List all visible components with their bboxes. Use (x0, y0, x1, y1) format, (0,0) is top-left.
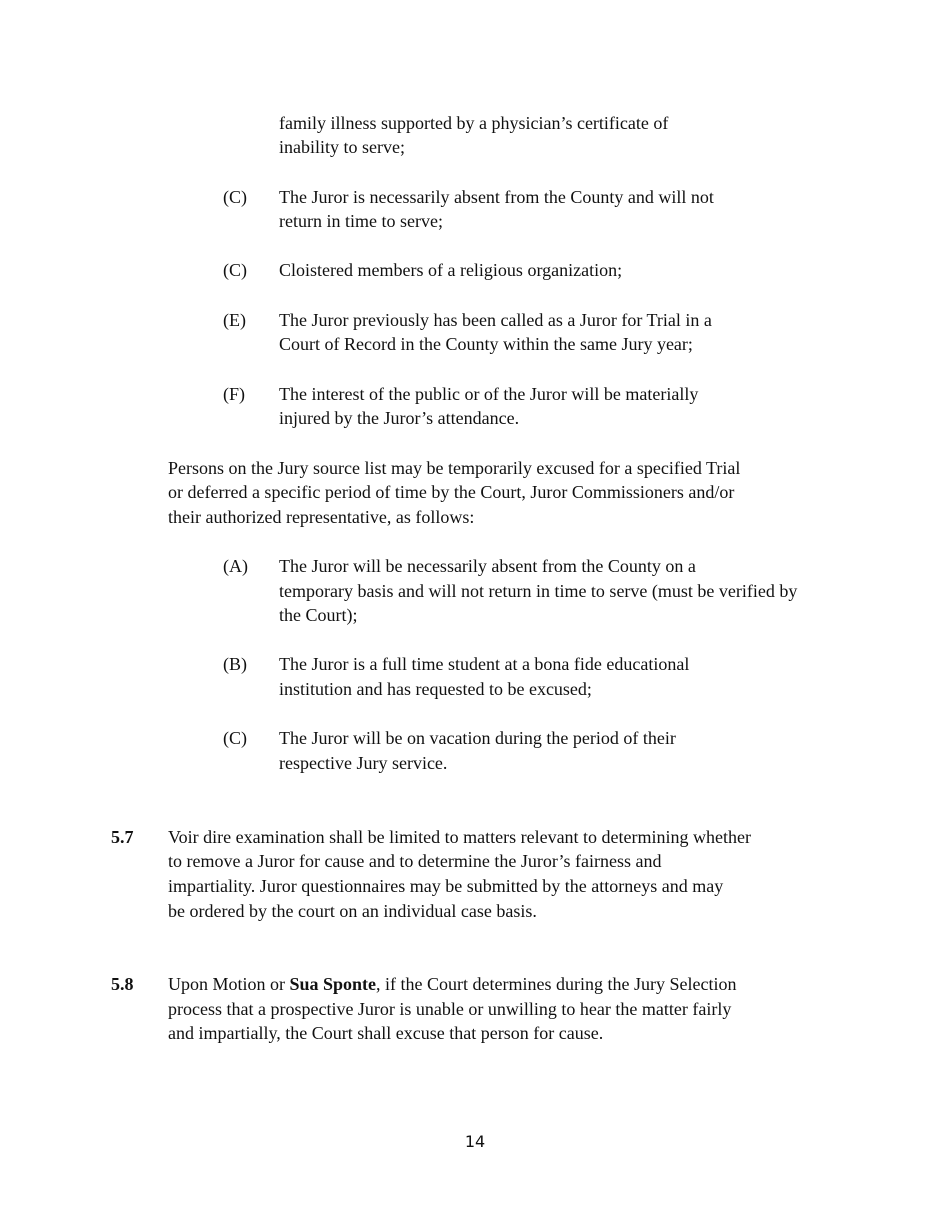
section-number: 5.8 (111, 974, 134, 994)
page-number: 14 (464, 1132, 486, 1151)
list-item-marker: (C) (223, 728, 247, 748)
sua-sponte-term: Sua Sponte (289, 974, 377, 994)
list-item-line: The Juror is a full time student at a bona fide educational (279, 654, 690, 674)
continued-item-line: family illness supported by a physician’s certificate of (279, 113, 669, 133)
list-item-line: return in time to serve; (279, 211, 443, 231)
list-item-marker: (C) (223, 187, 247, 207)
section-line-text: , if the Court determines during the Jury Selection (376, 974, 737, 994)
list-item-line: temporary basis and will not return in time to serve (must be verified by (279, 581, 798, 601)
list-item-line: The Juror will be on vacation during the period of their (279, 728, 676, 748)
list-item-line: Court of Record in the County within the same Jury year; (279, 334, 693, 354)
section-line: and impartially, the Court shall excuse that person for cause. (168, 1023, 604, 1043)
list-item-line: Cloistered members of a religious organization; (279, 260, 623, 280)
list-item-marker: (A) (223, 556, 248, 576)
paragraph-line: Persons on the Jury source list may be temporarily excused for a specified Trial (168, 458, 741, 478)
list-item-line: The Juror previously has been called as a Juror for Trial in a (279, 310, 712, 330)
section-line: process that a prospective Juror is unable or unwilling to hear the matter fairly (168, 999, 732, 1019)
section-number: 5.7 (111, 827, 134, 847)
list-item-line: injured by the Juror’s attendance. (279, 408, 520, 428)
list-item-line: the Court); (279, 605, 358, 625)
list-item-marker: (E) (223, 310, 246, 330)
section-line: Voir dire examination shall be limited to matters relevant to determining whether (168, 827, 752, 847)
section-line: to remove a Juror for cause and to determine the Juror’s fairness and (168, 851, 662, 871)
section-line: impartiality. Juror questionnaires may be submitted by the attorneys and may (168, 876, 724, 896)
paragraph-line: their authorized representative, as follows: (168, 507, 475, 527)
list-item-line: The Juror will be necessarily absent from the County on a (279, 556, 696, 576)
section-line (168, 972, 736, 996)
section-line: be ordered by the court on an individual case basis. (168, 901, 537, 921)
paragraph-line: or deferred a specific period of time by the Court, Juror Commissioners and/or (168, 482, 735, 502)
section-line-text: Upon Motion or (168, 974, 290, 994)
list-item-line: The interest of the public or of the Juror will be materially (279, 384, 699, 404)
list-item-line: respective Jury service. (279, 753, 448, 773)
continued-item-line: inability to serve; (279, 137, 405, 157)
list-item-marker: (F) (223, 384, 245, 404)
list-item-marker: (C) (223, 260, 247, 280)
list-item-line: institution and has requested to be excused; (279, 679, 592, 699)
list-item-marker: (B) (223, 654, 247, 674)
list-item-line: The Juror is necessarily absent from the County and will not (279, 187, 714, 207)
